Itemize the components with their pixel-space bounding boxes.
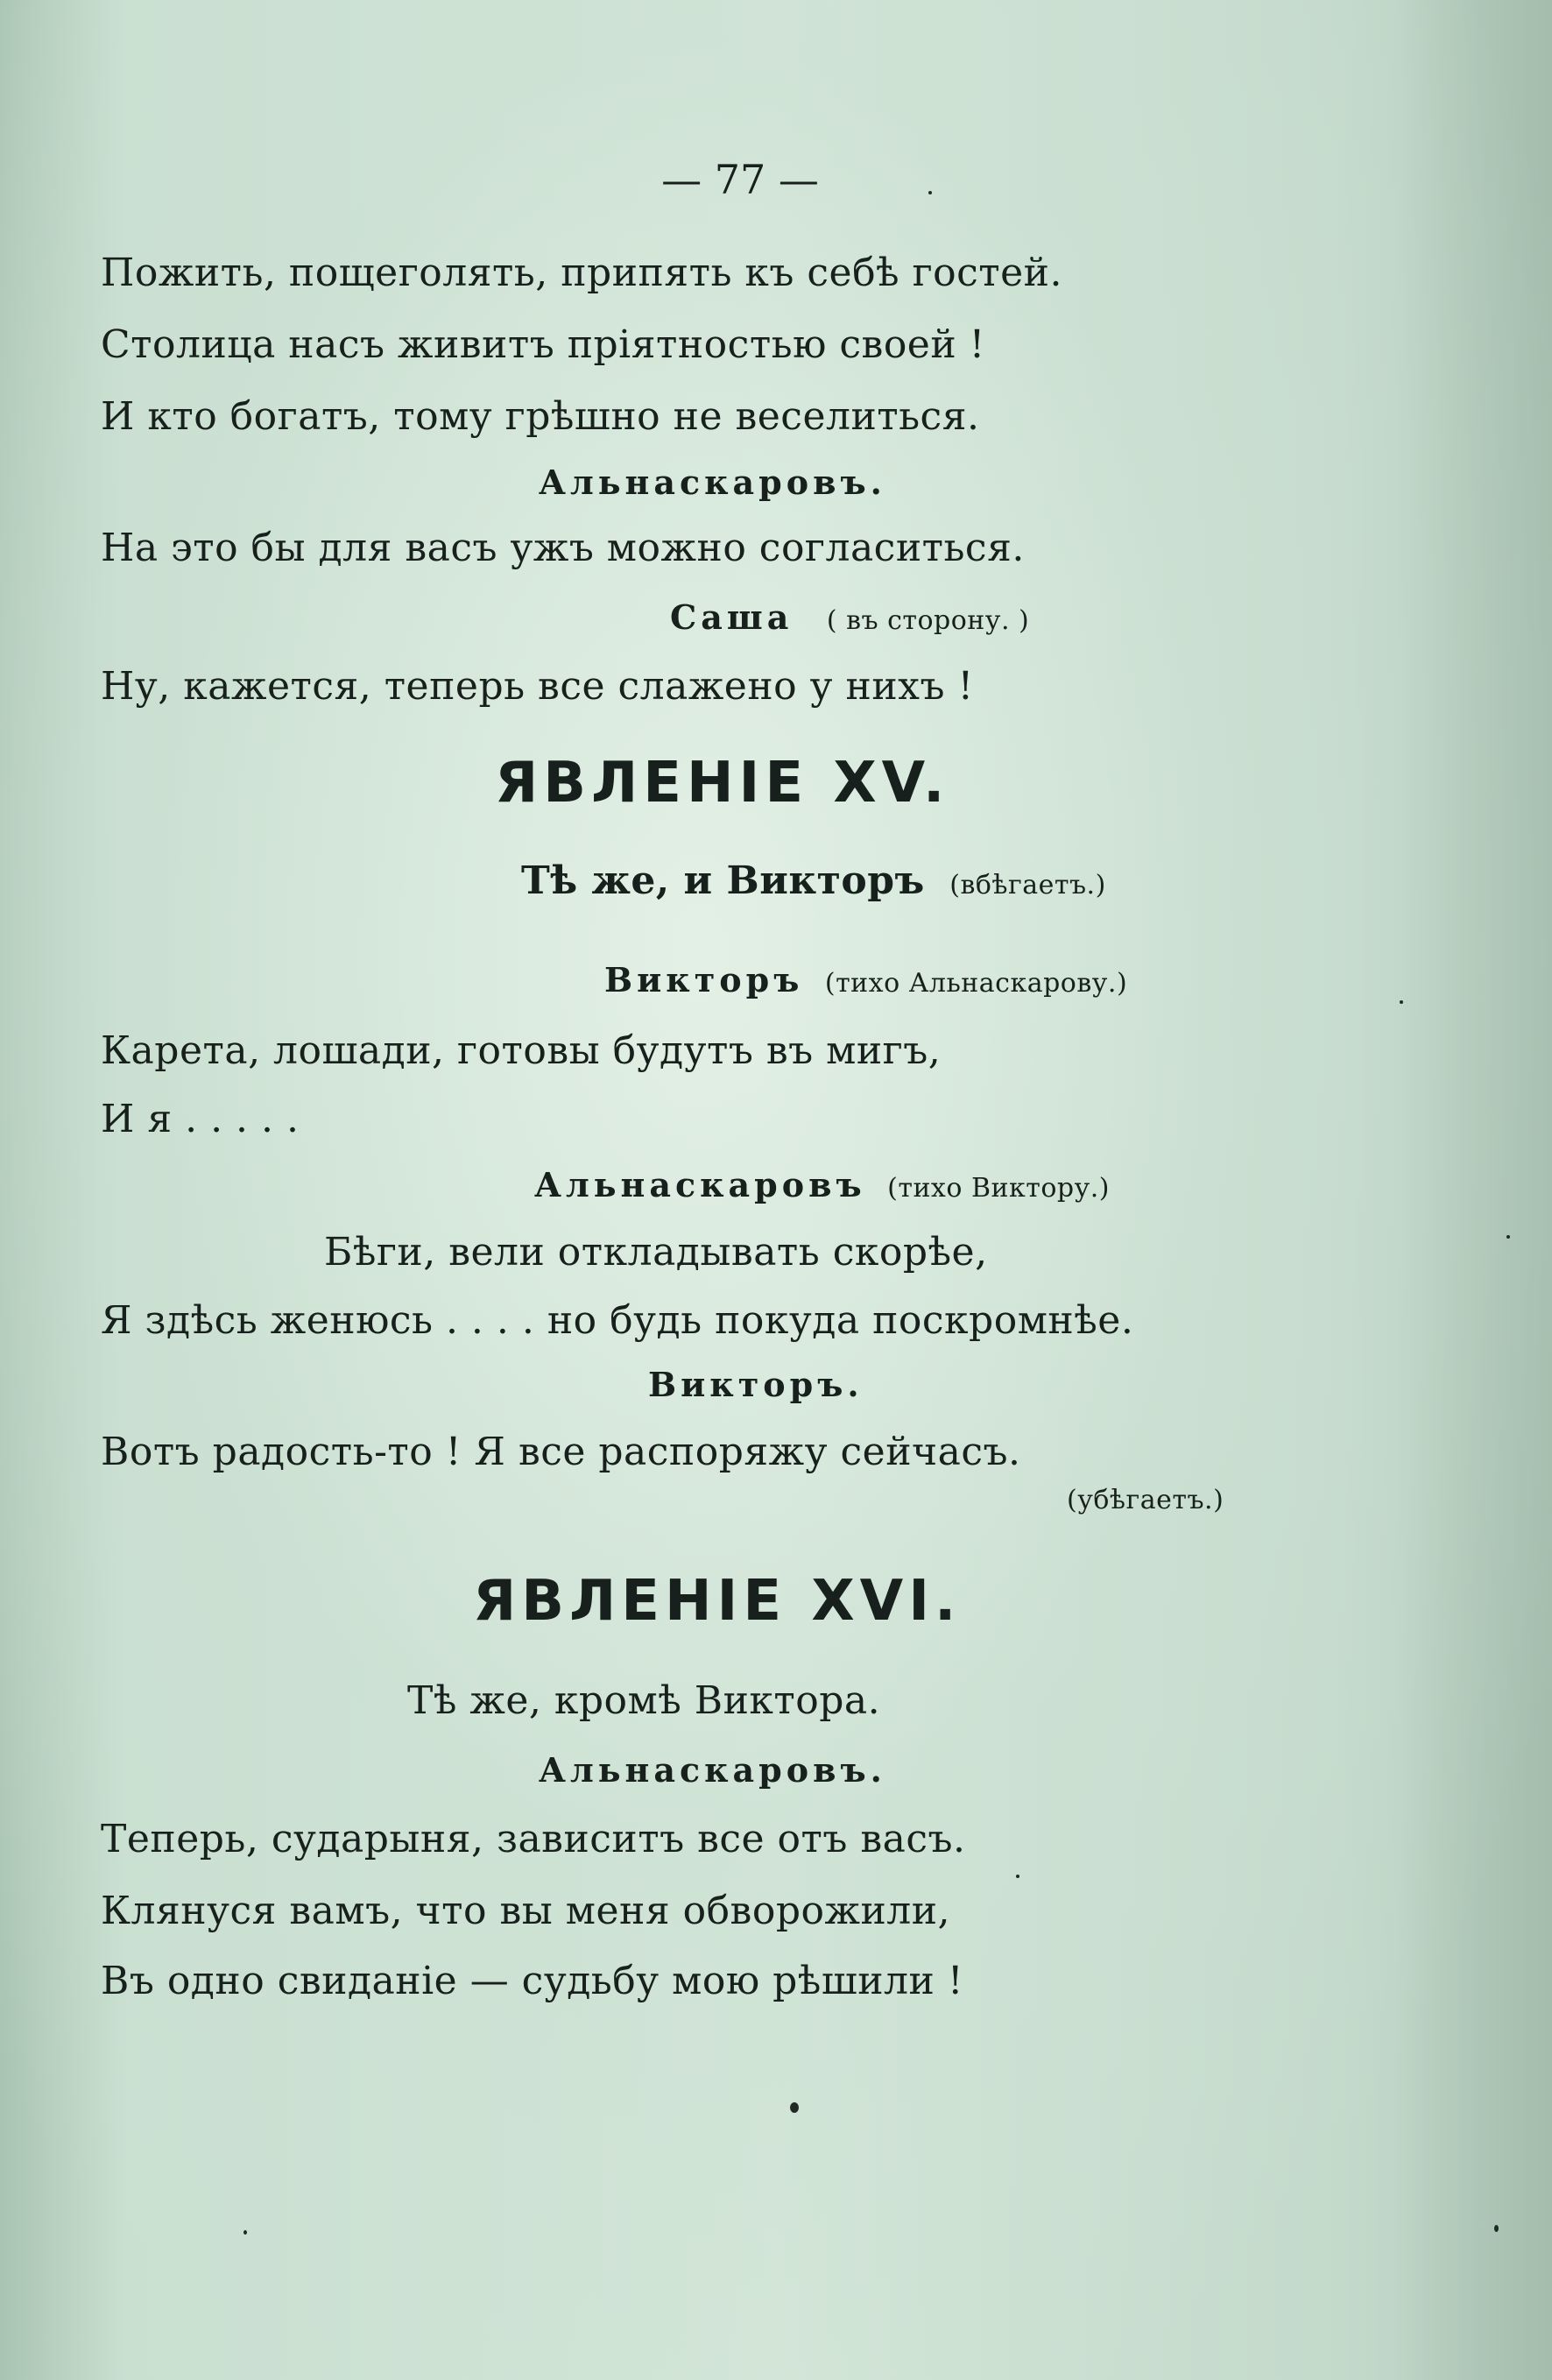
speaker-with-direction [604, 960, 1127, 999]
speaker-name: Викторъ [604, 960, 804, 999]
ink-speck [790, 2102, 799, 2113]
stage-direction: (вбѣгаетъ.) [949, 870, 1106, 900]
speaker-name: Викторъ. [648, 1365, 864, 1404]
stage-direction: (тихо Альнаскарову.) [824, 968, 1128, 999]
speaker-name: Альнаскаровъ. [539, 463, 886, 502]
stage-direction: (убѣгаетъ.) [1067, 1485, 1224, 1515]
scene-heading: ЯВЛЕНІЕ XV. [495, 751, 950, 816]
speaker-name: Альнаскаровъ [534, 1165, 866, 1204]
stage-direction-line [521, 858, 1106, 903]
verse-line: Въ одно свиданіе — судьбу мою рѣшили ! [101, 1959, 964, 2003]
page-edge-shadow [1342, 0, 1552, 2380]
ink-speck [928, 191, 932, 194]
speaker-name: Саша [670, 597, 794, 637]
verse-line: На это бы для васъ ужъ можно согласиться. [101, 526, 1025, 570]
ink-speck [1494, 2225, 1499, 2232]
stage-direction: ( въ сторону. ) [826, 605, 1030, 636]
verse-line: И я . . . . . [101, 1097, 300, 1141]
verse-line: Карета, лошади, готовы будутъ въ мигъ, [101, 1028, 942, 1073]
stage-direction: (тихо Виктору.) [887, 1173, 1110, 1204]
scene-heading: ЯВЛЕНІЕ XVI. [473, 1569, 962, 1634]
verse-line: Я здѣсь женюсь . . . . но будь покуда поскромнѣе. [101, 1298, 1134, 1343]
speaker-with-direction [670, 597, 1029, 636]
verse-line: Пожить, пощеголять, припять къ себѣ гостей. [101, 251, 1062, 295]
page-number: — 77 — [661, 156, 819, 203]
verse-line: Бѣги, вели откладывать скорѣе, [324, 1230, 988, 1275]
verse-line: Клянуся вамъ, что вы меня обворожили, [101, 1889, 951, 1933]
verse-line: И кто богатъ, тому грѣшно не веселиться. [101, 394, 980, 439]
speaker-with-direction [534, 1165, 1110, 1204]
ink-speck [1506, 1235, 1510, 1239]
stage-direction-line: Тѣ же, кромѣ Виктора. [407, 1678, 881, 1723]
ink-speck [1400, 1000, 1403, 1004]
verse-line: Столица насъ живитъ пріятностью своей ! [101, 322, 985, 367]
verse-line: Вотъ радость-то ! Я все распоряжу сейчасъ. [101, 1430, 1021, 1474]
ink-speck [1016, 1875, 1019, 1878]
verse-line: Теперь, сударыня, зависитъ все отъ васъ. [101, 1817, 966, 1861]
ink-speck [243, 2230, 247, 2235]
verse-line: Ну, кажется, теперь все слажено у нихъ ! [101, 664, 974, 709]
speaker-name: Альнаскаровъ. [539, 1750, 886, 1790]
stage-direction-text: Тѣ же, и Викторъ [521, 858, 925, 903]
